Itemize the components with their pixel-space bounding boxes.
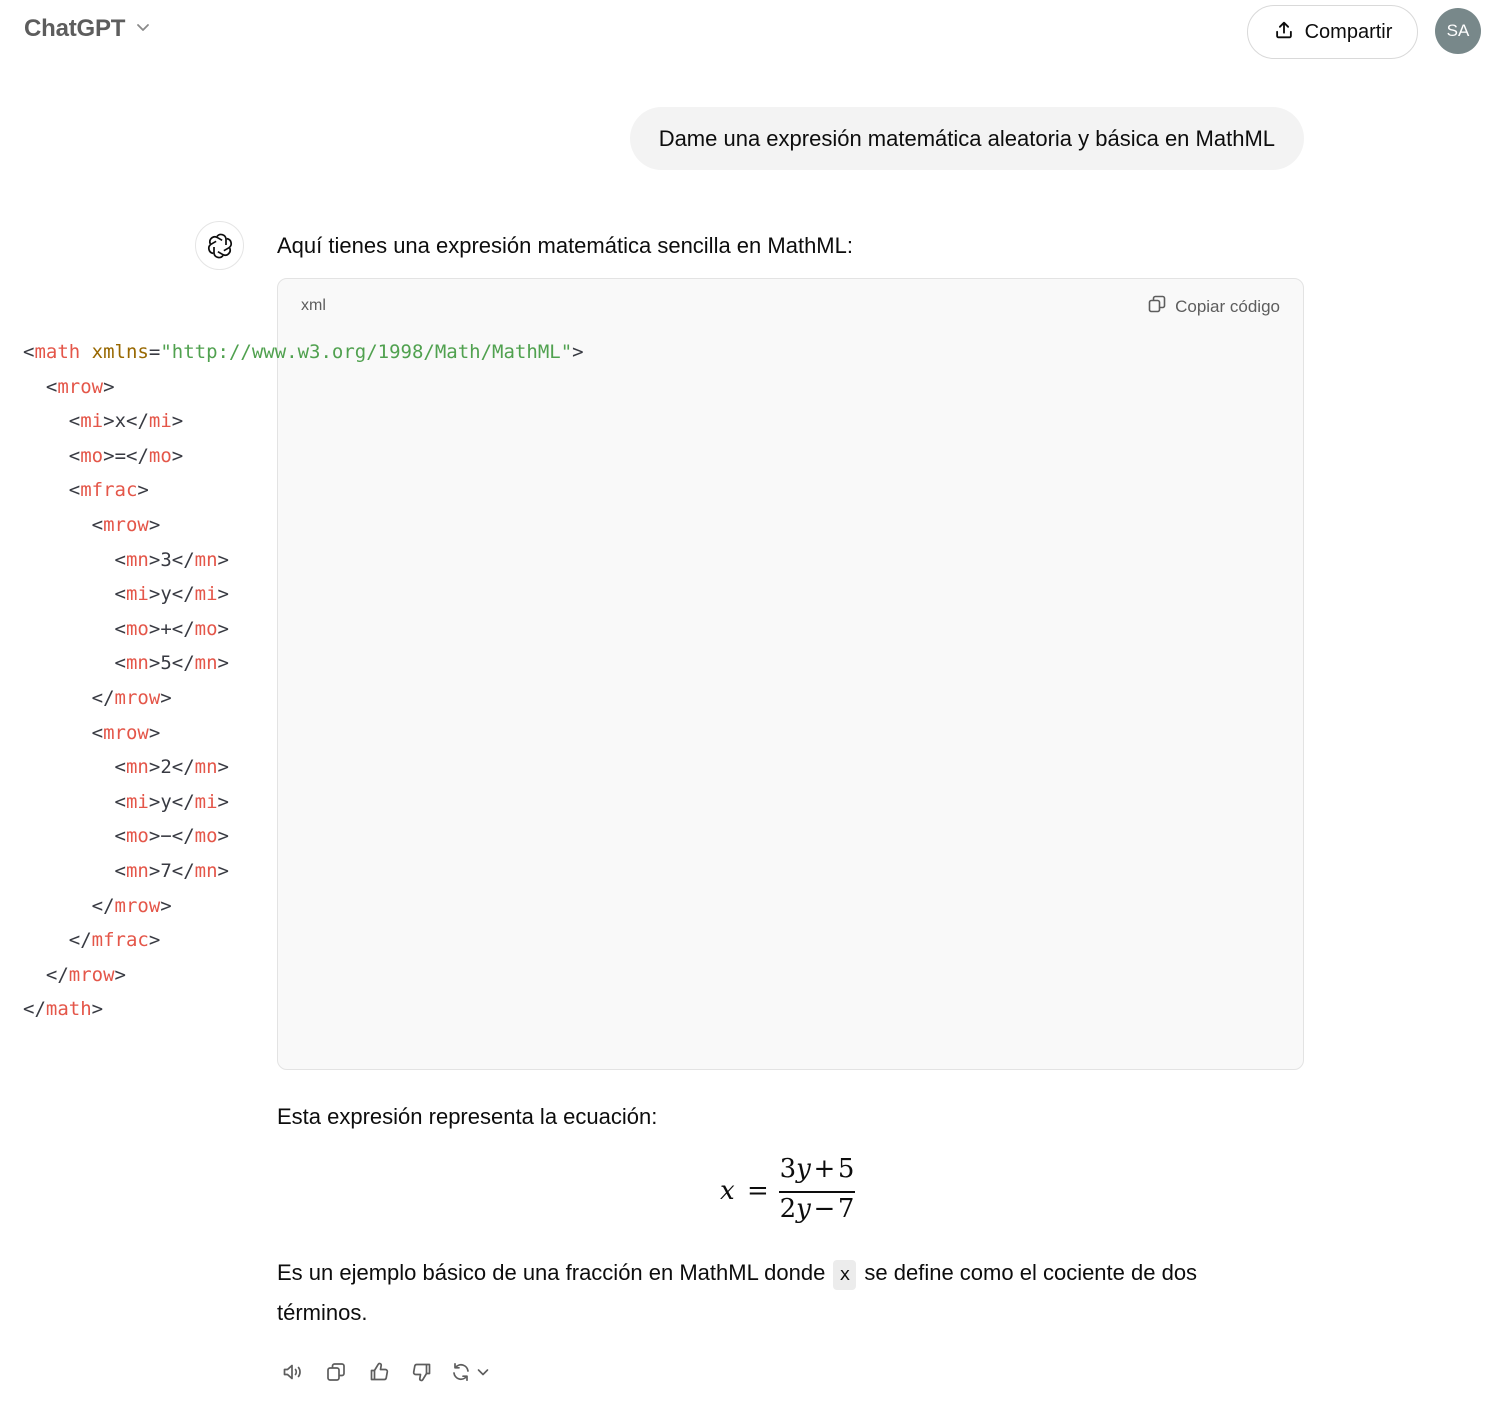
thumbs-down-icon — [410, 1360, 434, 1384]
code-line: <mn>5</mn> — [114, 652, 229, 675]
fraction-bar — [779, 1191, 855, 1193]
app-name: ChatGPT — [24, 15, 126, 42]
avatar[interactable]: SA — [1435, 8, 1481, 54]
code-line: <mi>x</mi> — [68, 410, 184, 433]
copy-message-button[interactable] — [320, 1356, 352, 1388]
chevron-down-icon — [475, 1364, 491, 1380]
regenerate-button[interactable] — [449, 1360, 497, 1384]
code-line: <mfrac> — [68, 479, 149, 502]
code-line: <mrow> — [91, 514, 161, 536]
code-line: <mi>y</mi> — [114, 790, 229, 813]
den-var: y — [796, 1194, 811, 1224]
code-line: </mrow> — [91, 687, 172, 709]
code-line: <mrow> — [45, 375, 115, 398]
code-line: <mo>=</mo> — [68, 444, 184, 467]
code-line: </mfrac> — [68, 929, 161, 952]
thumbs-up-icon — [367, 1360, 391, 1384]
den-op: − — [813, 1194, 836, 1224]
code-line: <mn>2</mn> — [114, 756, 229, 779]
regenerate-icon — [449, 1360, 473, 1384]
chevron-down-icon — [133, 17, 153, 42]
code-line: </mrow> — [45, 963, 126, 986]
inline-code: x — [833, 1260, 856, 1290]
code-line: <math xmlns="http://www.w3.org/1998/Math/MathML"> — [23, 341, 584, 363]
equation-intro: Esta expresión representa la ecuación: — [277, 1104, 658, 1129]
closing-text-before: Es un ejemplo básico de una fracción en MathML donde — [277, 1260, 826, 1285]
code-language: xml — [301, 297, 326, 314]
code-line: <mo>−</mo> — [114, 825, 229, 848]
share-button[interactable] — [1247, 5, 1418, 59]
code-line: <mn>7</mn> — [114, 860, 229, 882]
den-coef: 2 — [779, 1194, 797, 1224]
num-op: + — [813, 1154, 836, 1184]
code-line: </mrow> — [91, 894, 172, 917]
num-coef: 3 — [779, 1154, 797, 1184]
code-line: <mi>y</mi> — [114, 583, 229, 606]
user-message: Dame una expresión matemática aleatoria y básica en MathML — [630, 107, 1304, 170]
code-line: <mrow> — [91, 721, 161, 744]
good-response-button[interactable] — [363, 1356, 395, 1388]
speaker-icon — [281, 1360, 305, 1384]
code-header — [278, 279, 1303, 335]
share-label: Compartir — [1304, 20, 1393, 43]
code-line: <mo>+</mo> — [114, 617, 229, 640]
den-const: 7 — [837, 1194, 855, 1224]
fraction-denominator — [778, 1194, 856, 1224]
fraction-numerator — [778, 1154, 856, 1184]
top-bar — [0, 0, 1500, 64]
message-actions — [277, 1356, 497, 1388]
copy-icon — [324, 1360, 348, 1384]
equation-equals: = — [747, 1176, 769, 1206]
code-line: <mn>3</mn> — [114, 548, 229, 571]
read-aloud-button[interactable] — [277, 1356, 309, 1388]
closing-paragraph — [277, 1253, 1287, 1333]
num-var: y — [796, 1154, 811, 1184]
openai-logo-icon — [195, 221, 244, 270]
code-block — [277, 278, 1304, 1070]
closing-text-after: se define como el cociente de dos términos. — [277, 1260, 1198, 1325]
copy-icon — [1147, 294, 1167, 319]
bad-response-button[interactable] — [406, 1356, 438, 1388]
model-selector[interactable] — [24, 15, 153, 43]
assistant-intro: Aquí tienes una expresión matemática sencilla en MathML: — [277, 233, 853, 258]
equation-lhs: x — [720, 1176, 735, 1206]
code-line: </math> — [23, 998, 104, 1021]
num-const: 5 — [837, 1154, 855, 1184]
share-icon — [1273, 19, 1295, 46]
copy-code-label: Copiar código — [1175, 296, 1280, 316]
copy-code-button[interactable] — [1147, 294, 1280, 319]
